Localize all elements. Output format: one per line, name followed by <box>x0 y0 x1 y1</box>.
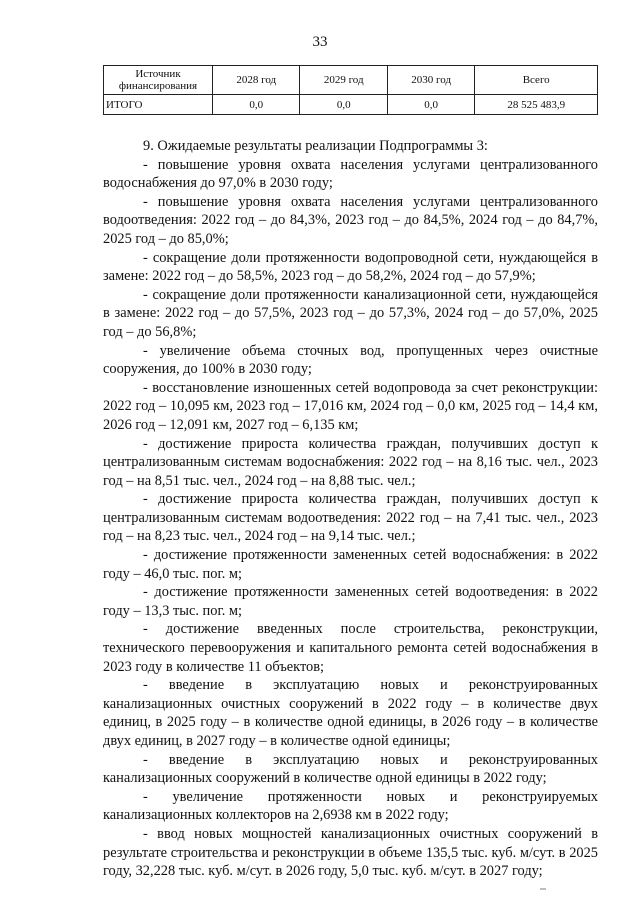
result-item: - увеличение объема сточных вод, пропущенных через очистные сооружения, до 100% в 2030 году; <box>103 342 598 378</box>
scan-artifact <box>540 888 546 890</box>
header-2028: 2028 год <box>213 66 300 95</box>
result-item: - повышение уровня охвата населения услугами централизованного водоотведения: 2022 год – до 84,3%, 2023 год – до 84,5%, 2024 год – до 84,7%, 2025 год – до 85,0%; <box>103 193 598 247</box>
results-section <box>103 137 598 881</box>
header-2029: 2029 год <box>300 66 387 95</box>
cell-2028: 0,0 <box>213 95 300 115</box>
result-item: - введение в эксплуатацию новых и реконструированных канализационных очистных сооружений в 2022 году – в количестве двух единиц, в 2025 году – в количестве одной единицы, в 2026 году – в количестве двух единиц, в 2027 году – в количестве одной единицы; <box>103 677 598 749</box>
header-2030: 2030 год <box>387 66 474 95</box>
funding-table <box>103 65 598 115</box>
result-item: - достижение введенных после строительства, реконструкции, технического перевооружения и капитального ремонта сетей водоснабжения в 2023 году в количестве 11 объектов; <box>103 621 598 675</box>
result-item: - достижение протяженности замененных сетей водоснабжения: в 2022 году – 46,0 тыс. пог. м; <box>103 547 598 582</box>
result-item: - достижение прироста количества граждан, получивших доступ к централизованным системам водоснабжения: 2022 год – на 8,16 тыс. чел., 2023 год – на 8,51 тыс. чел., 2024 год – на 8,88 тыс. чел.; <box>103 435 598 489</box>
result-item: - достижение протяженности замененных сетей водоотведения: в 2022 году – 13,3 тыс. пог. м; <box>103 584 598 619</box>
result-item: - достижение прироста количества граждан, получивших доступ к централизованным системам водоотведения: 2022 год – на 7,41 тыс. чел., 2023 год – на 8,23 тыс. чел., 2024 год – на 9,14 тыс. чел.; <box>103 491 598 545</box>
result-item: - восстановление изношенных сетей водопровода за счет реконструкции: 2022 год – 10,095 км, 2023 год – 17,016 км, 2024 год – 0,0 км, 2025 год – 14,4 км, 2026 год – 12,091 км, 2027 год – 6,135 км; <box>103 379 598 433</box>
cell-2030: 0,0 <box>387 95 474 115</box>
header-total: Всего <box>475 66 598 95</box>
cell-2029: 0,0 <box>300 95 387 115</box>
result-item: - ввод новых мощностей канализационных очистных сооружений в результате строительства и реконструкции в объеме 135,5 тыс. куб. м/сут. в 2025 году, 32,228 тыс. куб. м/сут. в 2026 году, 5,0 тыс. куб. м/сут. в 2027 году; <box>103 825 598 880</box>
result-item: - введение в эксплуатацию новых и реконструированных канализационных сооружений в количестве одной единицы в 2022 году; <box>103 751 598 787</box>
row-label: ИТОГО <box>104 95 213 115</box>
result-item: - увеличение протяженности новых и реконструируемых канализационных коллекторов на 2,6938 км в 2022 году; <box>103 788 598 824</box>
result-item: - сокращение доли протяженности водопроводной сети, нуждающейся в замене: 2022 год – до 58,5%, 2023 год – до 58,2%, 2024 год – до 57,9%; <box>103 249 598 285</box>
cell-total: 28 525 483,9 <box>475 95 598 115</box>
table-row <box>104 95 598 115</box>
page-number: 33 <box>312 34 328 50</box>
section-heading: 9. Ожидаемые результаты реализации Подпрограммы 3: <box>143 138 488 154</box>
result-item: - повышение уровня охвата населения услугами централизованного водоснабжения до 97,0% в 2030 году; <box>103 156 598 192</box>
header-source: Источник финансирования <box>104 66 213 95</box>
result-item: - сокращение доли протяженности канализационной сети, нуждающейся в замене: 2022 год – до 57,5%, 2023 год – до 57,3%, 2024 год – до 57,0%, 2025 год – до 56,8%; <box>103 286 598 340</box>
table-header-row <box>104 66 598 95</box>
